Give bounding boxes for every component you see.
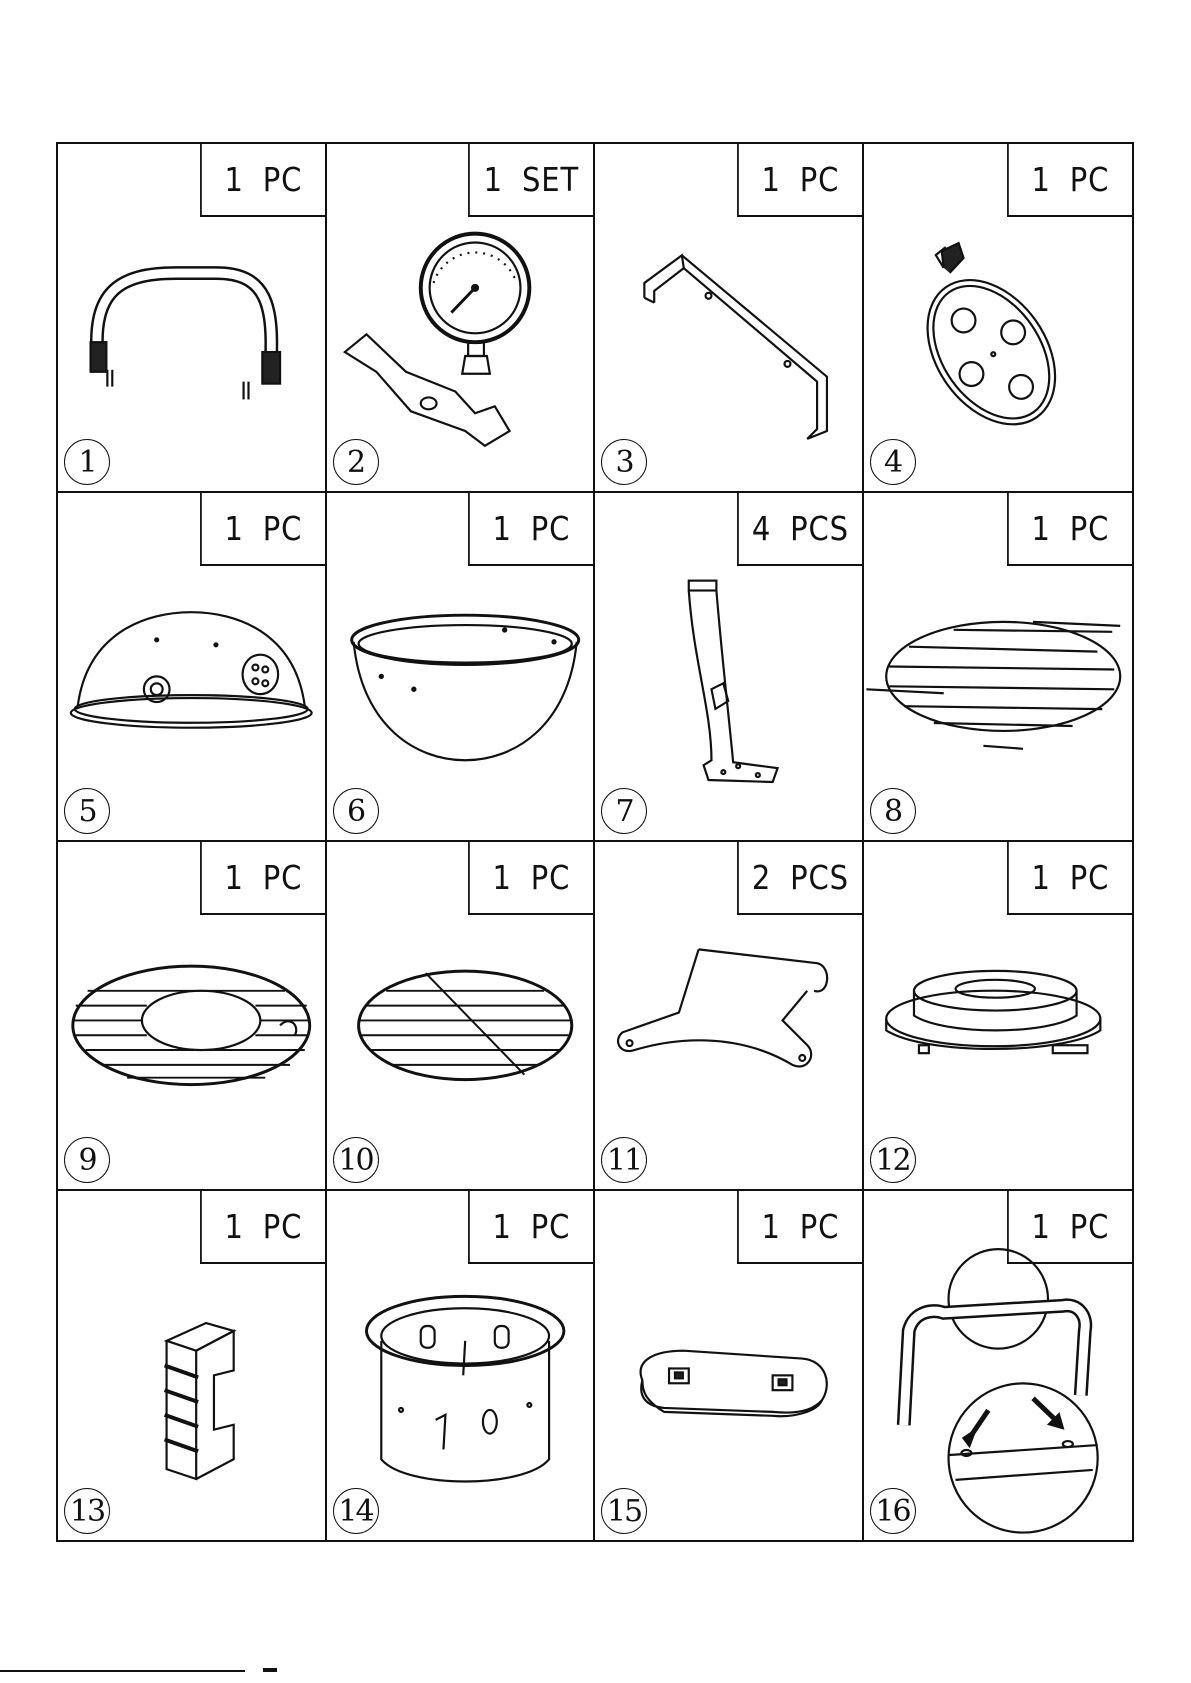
part-quantity-7: 4 PCS: [737, 493, 862, 566]
part-number-14: 14: [333, 1488, 379, 1534]
part-quantity-8: 1 PC: [1007, 493, 1132, 566]
part-cell-11: [595, 842, 864, 1191]
part-quantity-4: 1 PC: [1007, 144, 1132, 217]
part-number-5: 5: [64, 788, 110, 834]
part-quantity-11: 2 PCS: [737, 842, 862, 915]
part-quantity-15: 1 PC: [737, 1191, 862, 1264]
part-quantity-16: 1 PC: [1007, 1191, 1132, 1264]
part-number-7: 7: [601, 788, 647, 834]
part-cell-10: [327, 842, 596, 1191]
part-cell-9: [58, 842, 327, 1191]
part-quantity-6: 1 PC: [468, 493, 593, 566]
part-quantity-5: 1 PC: [200, 493, 325, 566]
ash-catcher-icon: [864, 842, 1133, 1189]
lid-icon: [58, 493, 325, 840]
part-number-12: 12: [870, 1137, 916, 1183]
hanger-bracket-icon: [595, 842, 862, 1189]
part-cell-14: [327, 1191, 596, 1540]
tube-handle-icon: [864, 1191, 1133, 1540]
part-number-10: 10: [333, 1137, 379, 1183]
part-number-1: 1: [64, 439, 110, 485]
footer-mark: [263, 1668, 277, 1672]
bowl-icon: [327, 493, 594, 840]
part-cell-7: [595, 493, 864, 842]
part-quantity-13: 1 PC: [200, 1191, 325, 1264]
side-handle-icon: [58, 1191, 325, 1540]
handle-icon: [58, 144, 325, 491]
part-number-4: 4: [870, 439, 916, 485]
part-number-2: 2: [333, 439, 379, 485]
leg-icon: [595, 493, 862, 840]
round-grate-icon: [327, 842, 594, 1189]
grill-grate-icon: [864, 493, 1133, 840]
part-number-3: 3: [601, 439, 647, 485]
part-cell-13: [58, 1191, 327, 1540]
part-number-6: 6: [333, 788, 379, 834]
ring-grate-icon: [58, 842, 325, 1189]
part-number-11: 11: [601, 1137, 647, 1183]
part-cell-2: [327, 144, 596, 493]
vent-damper-icon: [864, 144, 1133, 491]
part-number-15: 15: [601, 1488, 647, 1534]
footer-rule: [0, 1670, 245, 1672]
part-quantity-14: 1 PC: [468, 1191, 593, 1264]
base-plate-icon: [595, 1191, 862, 1540]
part-quantity-9: 1 PC: [200, 842, 325, 915]
part-cell-1: [58, 144, 327, 493]
part-number-8: 8: [870, 788, 916, 834]
hook-bracket-icon: [595, 144, 862, 491]
part-number-16: 16: [870, 1488, 916, 1534]
part-cell-15: [595, 1191, 864, 1540]
part-cell-12: [864, 842, 1133, 1191]
part-quantity-2: 1 SET: [468, 144, 593, 217]
part-quantity-12: 1 PC: [1007, 842, 1132, 915]
part-cell-16: [864, 1191, 1133, 1540]
part-cell-6: [327, 493, 596, 842]
part-quantity-1: 1 PC: [200, 144, 325, 217]
thermometer-icon: [327, 144, 594, 491]
part-quantity-10: 1 PC: [468, 842, 593, 915]
parts-list-grid: [56, 142, 1134, 1542]
part-cell-3: [595, 144, 864, 493]
part-quantity-3: 1 PC: [737, 144, 862, 217]
part-cell-8: [864, 493, 1133, 842]
part-number-13: 13: [64, 1488, 110, 1534]
part-cell-5: [58, 493, 327, 842]
part-number-9: 9: [64, 1137, 110, 1183]
charcoal-chamber-icon: [327, 1191, 594, 1540]
part-cell-4: [864, 144, 1133, 493]
